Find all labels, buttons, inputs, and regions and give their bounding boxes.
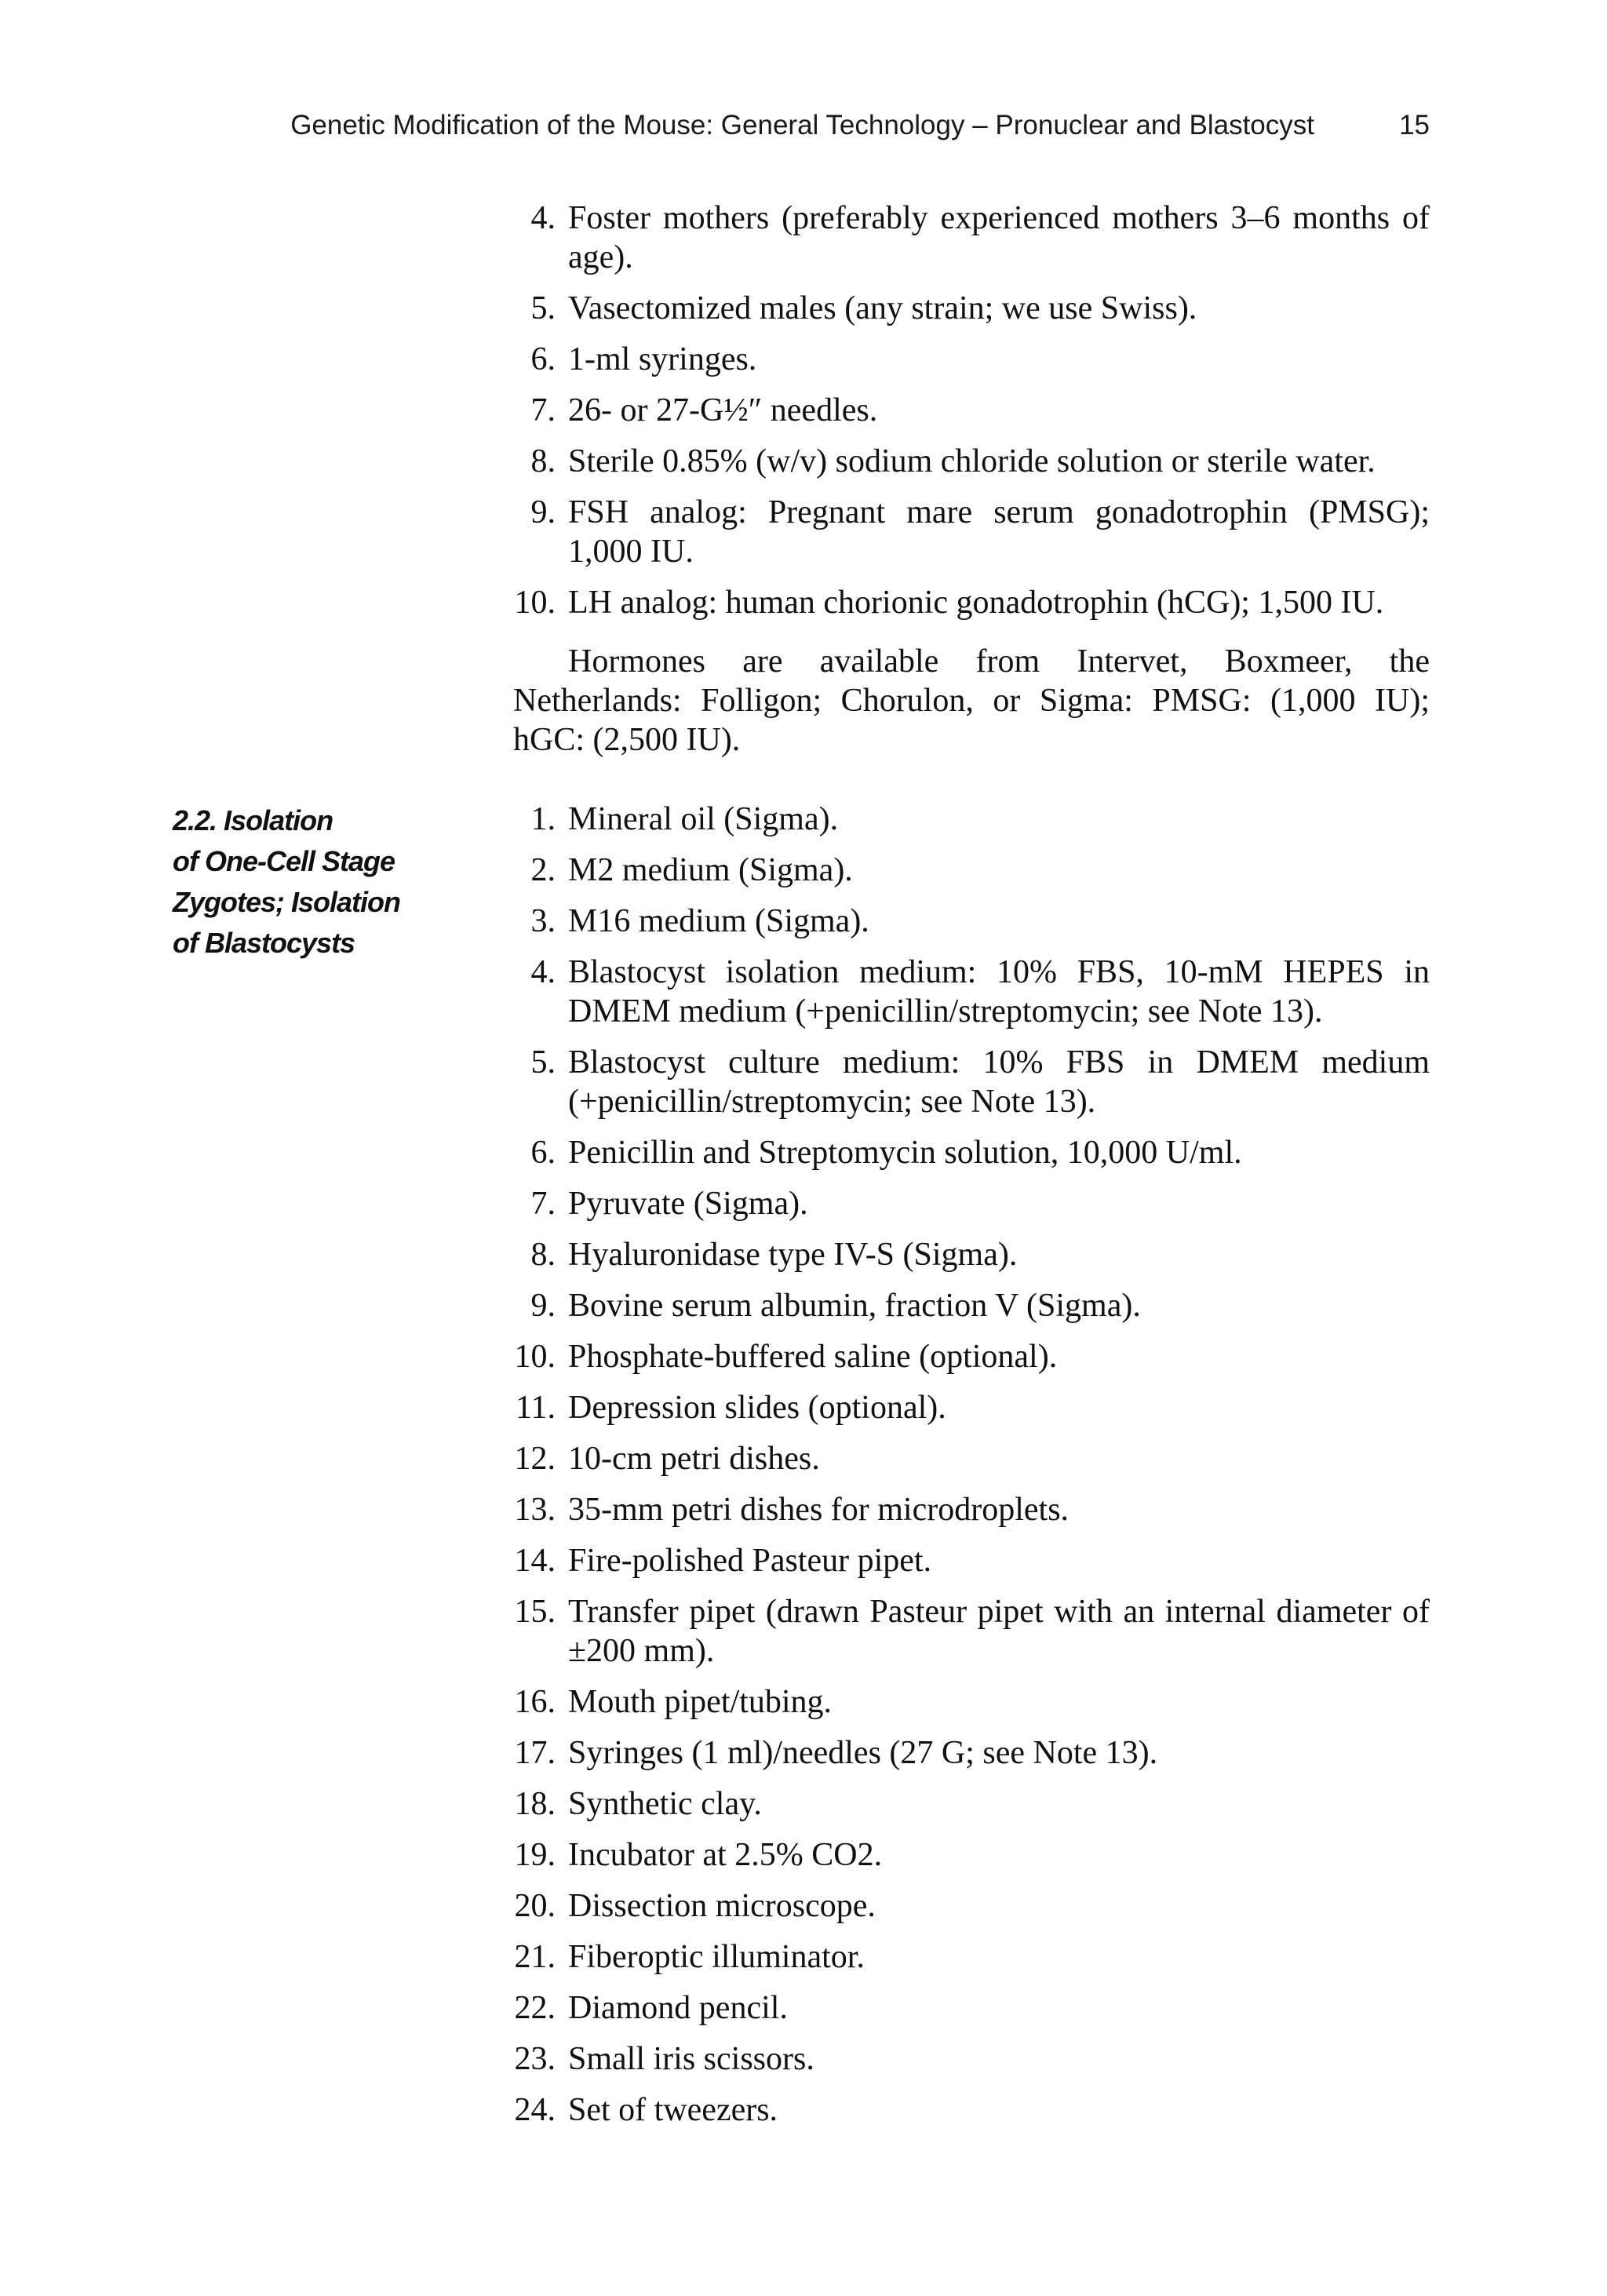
item-number: 9.	[530, 1288, 556, 1324]
list-item	[494, 1235, 1430, 1274]
item-text: Small iris scissors.	[568, 2041, 814, 2077]
list-item	[494, 902, 1430, 941]
item-number: 8.	[530, 1237, 556, 1273]
heading-line: of One-Cell Stage	[173, 845, 395, 877]
item-text: Foster mothers (preferably experienced mothers 3–6 months of age).	[568, 200, 1430, 275]
item-number: 3.	[530, 903, 556, 939]
item-text: Transfer pipet (drawn Pasteur pipet with an internal diameter of ±200 mm).	[568, 1594, 1430, 1669]
list-item	[494, 199, 1430, 277]
list-item	[494, 1133, 1430, 1172]
item-text: Diamond pencil.	[568, 1990, 788, 2026]
list-item	[494, 289, 1430, 328]
list-item	[494, 1184, 1430, 1223]
heading-line: Zygotes; Isolation	[173, 886, 401, 918]
item-text: Mouth pipet/tubing.	[568, 1684, 832, 1720]
item-number: 5.	[530, 1044, 556, 1081]
item-number: 13.	[514, 1492, 556, 1528]
item-text: Dissection microscope.	[568, 1888, 876, 1924]
item-number: 15.	[514, 1594, 556, 1630]
section-heading-2-2	[173, 800, 439, 964]
item-text: M2 medium (Sigma).	[568, 852, 853, 888]
list-item	[494, 442, 1430, 481]
item-text: LH analog: human chorionic gonadotrophin (hCG); 1,500 IU.	[568, 585, 1384, 621]
item-text: Depression slides (optional).	[568, 1390, 946, 1426]
item-number: 7.	[530, 1186, 556, 1222]
list-item	[494, 2090, 1430, 2130]
item-number: 19.	[514, 1837, 556, 1873]
item-text: Pyruvate (Sigma).	[568, 1186, 808, 1222]
item-number: 21.	[514, 1939, 556, 1975]
item-text: 10-cm petri dishes.	[568, 1441, 820, 1477]
materials-list-2-1	[494, 199, 1430, 634]
list-item	[494, 851, 1430, 890]
item-text: Fiberoptic illuminator.	[568, 1939, 865, 1975]
item-text: Phosphate-buffered saline (optional).	[568, 1339, 1058, 1375]
item-text: Vasectomized males (any strain; we use Swiss).	[568, 290, 1197, 326]
item-text: Incubator at 2.5% CO2.	[568, 1837, 883, 1873]
list-item	[494, 583, 1430, 622]
list-item	[494, 340, 1430, 379]
item-number: 1.	[530, 801, 556, 837]
list-item	[494, 953, 1430, 1031]
item-number: 11.	[516, 1390, 556, 1426]
item-number: 6.	[530, 341, 556, 377]
item-number: 9.	[530, 494, 556, 530]
item-number: 4.	[530, 954, 556, 990]
item-number: 6.	[530, 1135, 556, 1171]
item-number: 8.	[530, 443, 556, 479]
item-text: 1-ml syringes.	[568, 341, 757, 377]
list-item	[494, 2039, 1430, 2079]
item-number: 4.	[530, 200, 556, 236]
item-number: 17.	[514, 1735, 556, 1771]
item-number: 22.	[514, 1990, 556, 2026]
item-text: Fire-polished Pasteur pipet.	[568, 1543, 932, 1579]
item-number: 14.	[514, 1543, 556, 1579]
list-item	[494, 493, 1430, 571]
materials-list-2-2	[494, 800, 1430, 2141]
item-number: 10.	[514, 585, 556, 621]
item-text: Blastocyst culture medium: 10% FBS in DMEM medium (+penicillin/streptomycin; see Note 13).	[568, 1044, 1430, 1120]
item-text: 35-mm petri dishes for microdroplets.	[568, 1492, 1070, 1528]
heading-line: of Blastocysts	[173, 927, 355, 959]
list-item	[494, 1541, 1430, 1580]
item-text: Blastocyst isolation medium: 10% FBS, 10-mM HEPES in DMEM medium (+penicillin/streptomycin; see Note 13).	[568, 954, 1430, 1030]
item-text: 26- or 27-G½″ needles.	[568, 392, 878, 428]
item-number: 2.	[530, 852, 556, 888]
list-item	[494, 1784, 1430, 1824]
item-number: 20.	[514, 1888, 556, 1924]
list-item	[494, 1490, 1430, 1529]
page-number: 15	[1399, 110, 1430, 140]
list-item	[494, 1682, 1430, 1722]
list-item	[494, 1439, 1430, 1478]
item-text: Mineral oil (Sigma).	[568, 801, 839, 837]
running-title: Genetic Modification of the Mouse: General Technology – Pronuclear and Blastocyst	[290, 110, 1314, 140]
item-number: 5.	[530, 290, 556, 326]
item-text: FSH analog: Pregnant mare serum gonadotrophin (PMSG); 1,000 IU.	[568, 494, 1430, 570]
item-text: Syringes (1 ml)/needles (27 G; see Note 13).	[568, 1735, 1158, 1771]
list-item	[494, 1733, 1430, 1773]
item-number: 7.	[530, 392, 556, 428]
item-text: Set of tweezers.	[568, 2092, 778, 2128]
item-text: Sterile 0.85% (w/v) sodium chloride solution or sterile water.	[568, 443, 1376, 479]
list-item	[494, 1988, 1430, 2028]
list-item	[494, 1388, 1430, 1427]
item-text: Penicillin and Streptomycin solution, 10,000 U/ml.	[568, 1135, 1242, 1171]
heading-line: 2.2. Isolation	[173, 804, 333, 836]
list-item	[494, 1337, 1430, 1376]
item-text: M16 medium (Sigma).	[568, 903, 869, 939]
list-item	[494, 1886, 1430, 1926]
hormones-note: Hormones are available from Intervet, Boxmeer, the Netherlands: Folligon; Chorulon, or Sigma: PMSG: (1,000 IU); hGC: (2,500 IU).	[513, 643, 1430, 758]
list-item	[494, 391, 1430, 430]
list-item	[494, 1835, 1430, 1875]
list-item	[494, 1043, 1430, 1121]
item-number: 12.	[514, 1441, 556, 1477]
item-number: 18.	[514, 1786, 556, 1822]
item-number: 23.	[514, 2041, 556, 2077]
list-item	[494, 1937, 1430, 1977]
item-number: 16.	[514, 1684, 556, 1720]
item-number: 24.	[514, 2092, 556, 2128]
item-text: Synthetic clay.	[568, 1786, 762, 1822]
list-item	[494, 1592, 1430, 1671]
item-number: 10.	[514, 1339, 556, 1375]
list-item	[494, 800, 1430, 839]
list-item	[494, 1286, 1430, 1325]
item-text: Hyaluronidase type IV-S (Sigma).	[568, 1237, 1018, 1273]
item-text: Bovine serum albumin, fraction V (Sigma).	[568, 1288, 1141, 1324]
